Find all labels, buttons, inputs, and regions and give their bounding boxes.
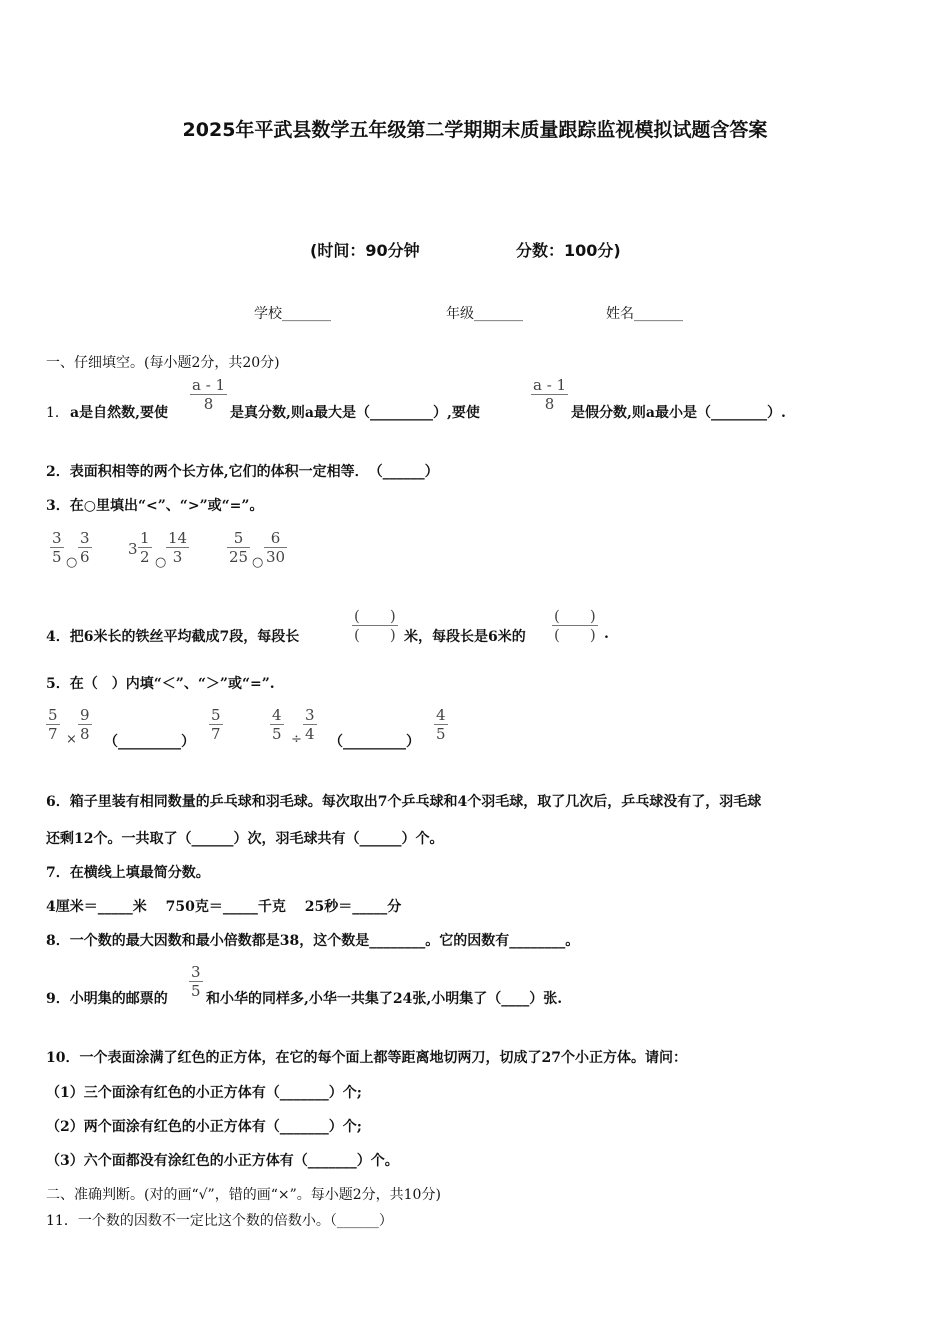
q3-integer-part: 3 (128, 540, 138, 558)
q5-blank-2[interactable]: （_________） (329, 734, 420, 750)
q3-fraction-3: $\frac{1}{2}$ (140, 529, 150, 566)
q10-text: 10．一个表面涂满了红色的正方体，在它的每个面上都等距离地切两刀，切成了27个小正方体。请问： (46, 1050, 687, 1066)
name-field: 姓名_______ (606, 306, 683, 322)
q1-text-a: a是自然数,要使 (70, 405, 168, 421)
q3-fraction-5: $\frac{5}{25}$ (229, 529, 249, 566)
q3-fraction-1: $\frac{3}{5}$ (52, 529, 62, 566)
q4-text-c: . (604, 626, 609, 642)
q4-fraction-1: ( ) ( ) (354, 607, 396, 644)
q5-divide-sign: ÷ (291, 732, 302, 747)
q10-part1: （1）三个面涂有红色的小正方体有（_______）个; (46, 1085, 362, 1101)
q5-blank-1[interactable]: （_________） (104, 734, 195, 750)
q10-part2: （2）两个面涂有红色的小正方体有（_______）个; (46, 1119, 362, 1135)
q6-text-line2: 还剩12个。一共取了（______）次，羽毛球共有（______）个。 (46, 831, 444, 847)
section2-heading: 二、准确判断。(对的画“√”，错的画“×”。每小题2分，共10分) (46, 1187, 441, 1203)
q1-fraction-2: $\frac{a - 1}{8}$ (533, 376, 567, 413)
q5-times-sign: × (66, 732, 77, 747)
q4-fraction-2: ( ) ( ) (554, 607, 596, 644)
q1-text-b: 是真分数,则a最大是（_________）,要使 (230, 405, 480, 421)
q7-text: 7．在横线上填最简分数。 (46, 865, 210, 881)
q3-compare-circle-1: ○ (66, 555, 78, 570)
q5-fraction-5: $\frac{3}{4}$ (305, 706, 315, 743)
q5-fraction-1: $\frac{5}{7}$ (48, 706, 58, 743)
q3-fraction-4: $\frac{14}{3}$ (168, 529, 188, 566)
grade-field: 年级_______ (446, 306, 523, 322)
q4-text-a: 4．把6米长的铁丝平均截成7段，每段长 (46, 629, 300, 645)
q1-number: 1． (46, 405, 69, 421)
q8-text: 8．一个数的最大因数和最小倍数都是38，这个数是________。它的因数有________。 (46, 933, 580, 949)
q11-text: 11．一个数的因数不一定比这个数的倍数小。（______） (46, 1213, 393, 1229)
page-title: 2025年平武县数学五年级第二学期期末质量跟踪监视模拟试题含答案 (182, 119, 768, 141)
q5-fraction-3: $\frac{5}{7}$ (211, 706, 221, 743)
q9-text-a: 9．小明集的邮票的 (46, 991, 168, 1007)
q1-text-c: 是假分数,则a最小是（________）. (571, 405, 786, 421)
q10-part3: （3）六个面都没有涂红色的小正方体有（_______）个。 (46, 1153, 399, 1169)
q3-fraction-6: $\frac{6}{30}$ (266, 529, 286, 566)
q6-text-line1: 6．箱子里装有相同数量的乒乓球和羽毛球。每次取出7个乒乓球和4个羽毛球，取了几次后，乒乓球没有了，羽毛球 (46, 794, 762, 810)
school-field: 学校_______ (254, 306, 331, 322)
exam-score: 分数：100分) (516, 241, 621, 260)
q5-fraction-6: $\frac{4}{5}$ (436, 706, 446, 743)
q2-text: 2．表面积相等的两个长方体,它们的体积一定相等． （______） (46, 464, 439, 480)
q3-text: 3．在○里填出“<”、“>”或“=”。 (46, 498, 264, 514)
q5-text: 5．在（ ）内填“＜”、“＞”或“=”. (46, 676, 275, 692)
q9-text-b: 和小华的同样多,小华一共集了24张,小明集了（____）张. (206, 991, 563, 1007)
q3-compare-circle-2: ○ (155, 555, 167, 570)
q9-fraction: $\frac{3}{5}$ (191, 963, 201, 1000)
q5-fraction-2: $\frac{9}{8}$ (80, 706, 90, 743)
q7-blanks: 4厘米＝_____米 750克＝_____千克 25秒＝_____分 (46, 899, 402, 915)
section1-heading: 一、仔细填空。(每小题2分，共20分) (46, 355, 280, 371)
q3-fraction-2: $\frac{3}{6}$ (80, 529, 90, 566)
q5-fraction-4: $\frac{4}{5}$ (272, 706, 282, 743)
q1-fraction-1: $\frac{a - 1}{8}$ (192, 376, 226, 413)
q4-text-b: 米，每段长是6米的 (404, 629, 526, 645)
exam-time: (时间：90分钟 (310, 241, 420, 260)
q3-compare-circle-3: ○ (252, 555, 264, 570)
